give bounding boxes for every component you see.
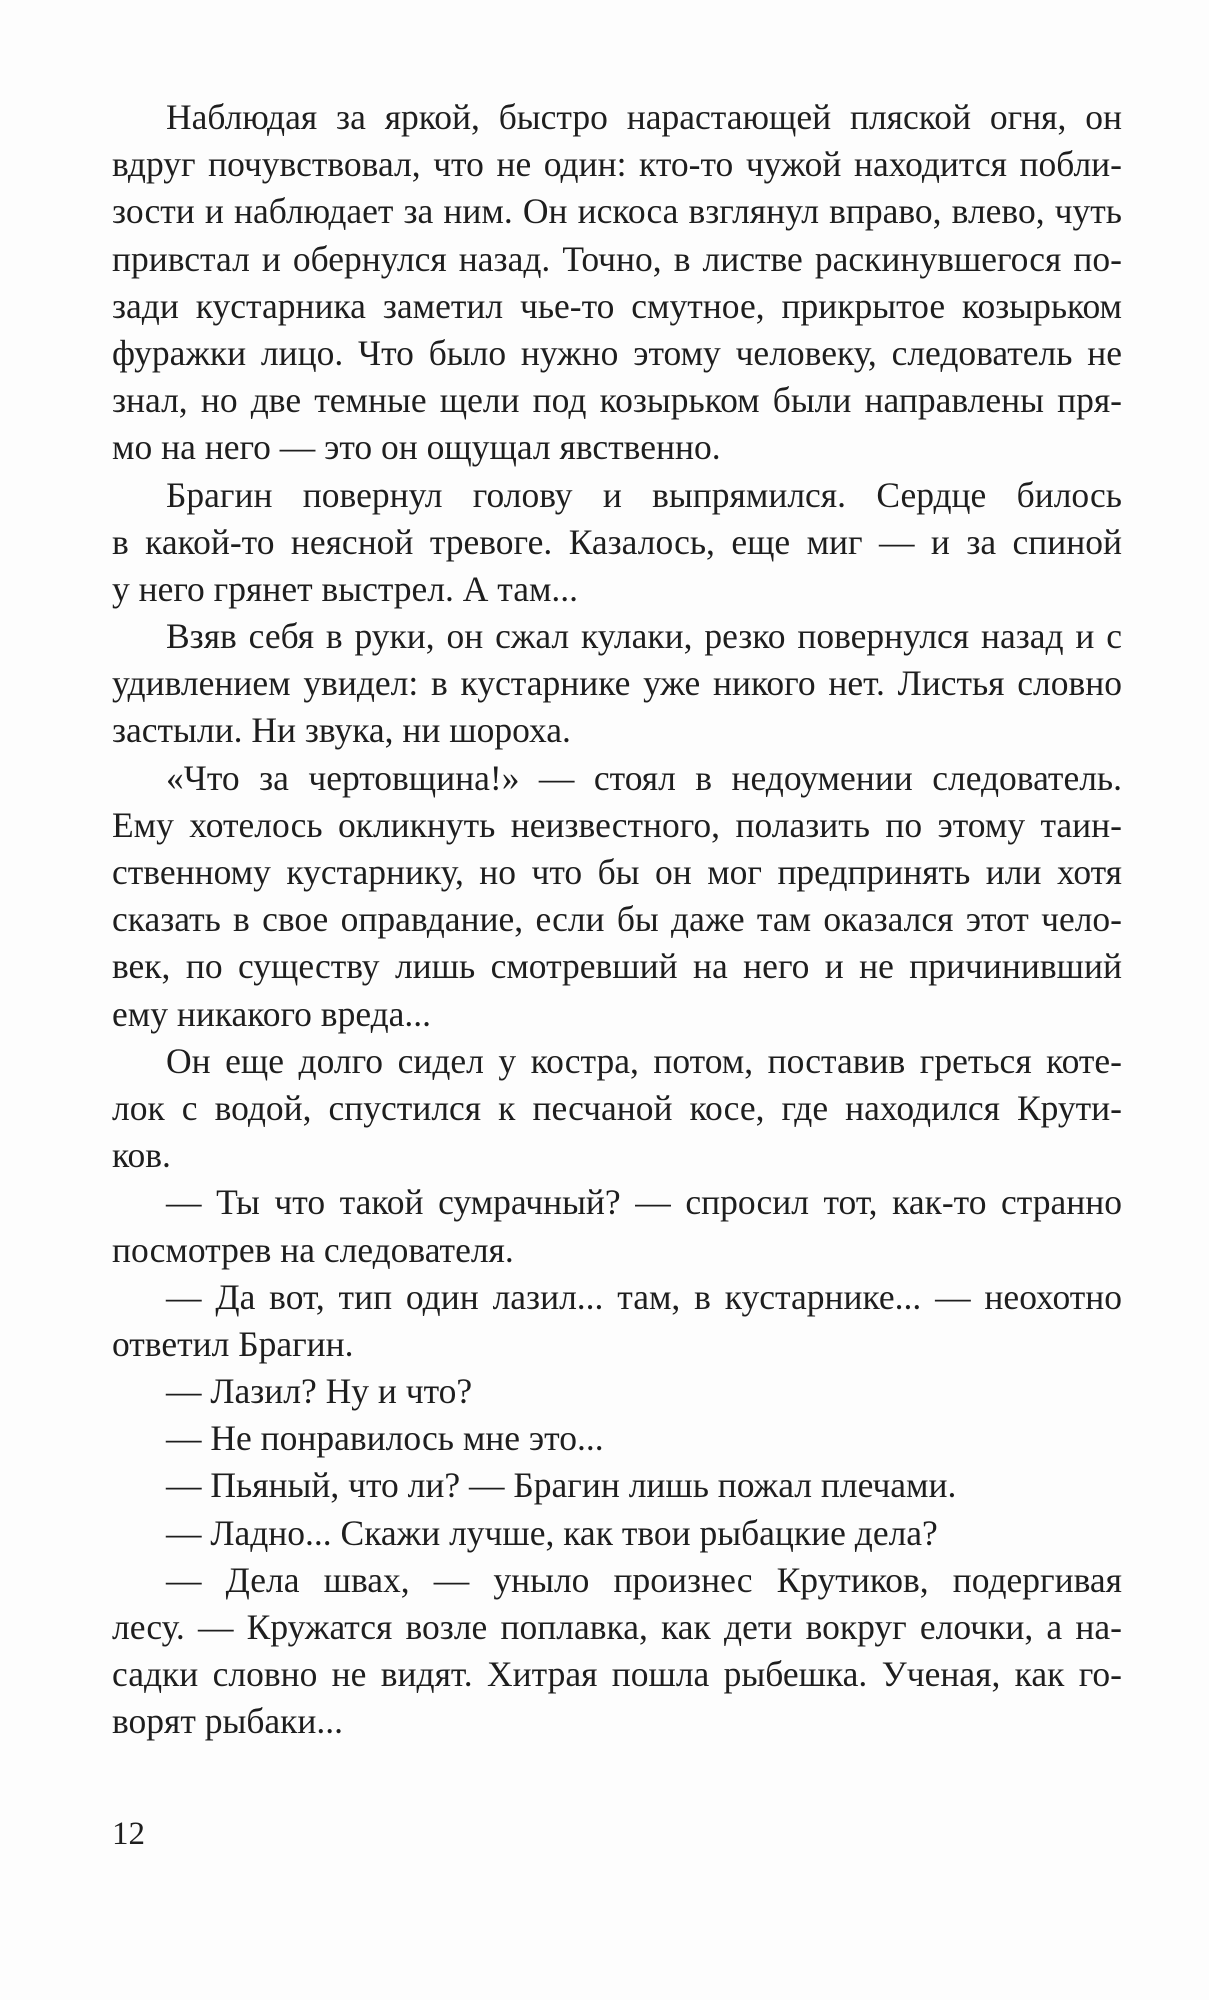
text-line: — Ладно... Скажи лучше, как твои рыбацкие дела? — [166, 1512, 938, 1553]
paragraph — [112, 755, 1122, 1038]
text-line: вдруг почувствовал, что не один: кто-то чужой находится побли- — [112, 144, 1122, 185]
text-line: сказать в свое оправдание, если бы даже там оказался этот чело- — [112, 899, 1122, 940]
text-line: в какой-то неясной тревоге. Казалось, еще миг — и за спиной — [112, 521, 1122, 562]
paragraph — [112, 1415, 1122, 1462]
text-line: зости и наблюдает за ним. Он искоса взглянул вправо, влево, чуть — [112, 191, 1122, 232]
text-line: Брагин повернул голову и выпрямился. Сердце билось — [166, 474, 1122, 515]
text-line: у него грянет выстрел. А там... — [112, 568, 579, 609]
paragraph — [112, 1038, 1122, 1180]
text-line: ворят рыбаки... — [112, 1701, 344, 1742]
text-line: Взяв себя в руки, он сжал кулаки, резко повернулся назад и с — [166, 616, 1122, 657]
text-line: век, по существу лишь смотревший на него и не причинивший — [112, 946, 1122, 987]
text-line: — Лазил? Ну и что? — [166, 1371, 473, 1412]
text-line: посмотрев на следователя. — [112, 1229, 514, 1270]
paragraph — [112, 1557, 1122, 1746]
text-line: Наблюдая за яркой, быстро нарастающей пляской огня, он — [166, 97, 1122, 137]
page-number: 12 — [112, 1816, 145, 1852]
paragraph — [112, 1274, 1122, 1368]
text-line: фуражки лицо. Что было нужно этому человеку, следователь не — [112, 332, 1122, 373]
text-line: — Пьяный, что ли? — Брагин лишь пожал плечами. — [166, 1465, 957, 1506]
text-line: ственному кустарнику, но что бы он мог предпринять или хотя — [112, 852, 1122, 892]
paragraph — [112, 1462, 1122, 1509]
text-line: ответил Брагин. — [112, 1323, 354, 1364]
text-line: знал, но две темные щели под козырьком были направлены пря- — [112, 380, 1122, 421]
text-line: Ему хотелось окликнуть неизвестного, полазить по этому таин- — [112, 804, 1122, 845]
text-line: ков. — [112, 1135, 171, 1176]
text-line: — Не понравилось мне это... — [166, 1418, 604, 1459]
paragraph — [112, 94, 1122, 472]
paragraph — [112, 1368, 1122, 1415]
text-line: привстал и обернулся назад. Точно, в листве раскинувшегося по- — [112, 238, 1122, 279]
paragraph — [112, 472, 1122, 614]
body-text — [112, 94, 1122, 1746]
text-line: Он еще долго сидел у костра, потом, поставив греться коте- — [166, 1040, 1122, 1081]
text-line: «Что за чертовщина!» — стоял в недоумении следователь. — [166, 757, 1122, 798]
text-line: зади кустарника заметил чье-то смутное, прикрытое козырьком — [112, 285, 1122, 326]
text-line: лок с водой, спустился к песчаной косе, где находился Крути- — [112, 1087, 1122, 1128]
text-line: — Да вот, тип один лазил... там, в кустарнике... — неохотно — [166, 1276, 1122, 1317]
text-line: ему никакого вреда... — [112, 993, 432, 1034]
paragraph — [112, 1179, 1122, 1273]
paragraph — [112, 1510, 1122, 1557]
text-line: — Дела швах, — уныло произнес Крутиков, подергивая — [166, 1559, 1122, 1600]
text-line: застыли. Ни звука, ни шороха. — [112, 710, 571, 751]
text-line: садки словно не видят. Хитрая пошла рыбешка. Ученая, как го- — [112, 1654, 1122, 1695]
paragraph — [112, 613, 1122, 755]
text-line: — Ты что такой сумрачный? — спросил тот, как-то странно — [166, 1182, 1122, 1223]
text-line: лесу. — Кружатся возле поплавка, как дети вокруг елочки, а на- — [112, 1607, 1122, 1647]
text-line: удивлением увидел: в кустарнике уже никого нет. Листья словно — [112, 663, 1122, 704]
text-line: мо на него — это он ощущал явственно. — [112, 427, 721, 468]
